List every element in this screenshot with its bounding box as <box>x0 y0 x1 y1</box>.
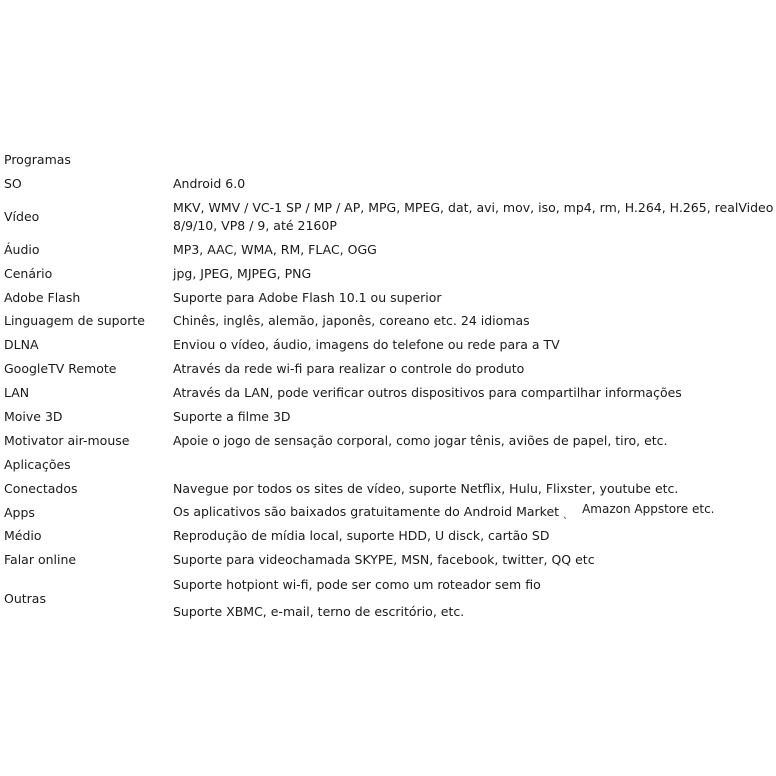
spec-row-medio <box>4 524 774 548</box>
spec-label: Motivator air-mouse <box>4 432 130 448</box>
spec-row-audio <box>4 238 774 262</box>
spec-value: jpg, JPEG, MJPEG, PNG <box>173 265 312 281</box>
spec-row-video <box>4 196 774 238</box>
spec-label: Apps <box>4 504 35 520</box>
spec-row-googletv-remote <box>4 357 774 381</box>
spec-value: MP3, AAC, WMA, RM, FLAC, OGG <box>173 241 377 257</box>
spec-value: Reprodução de mídia local, suporte HDD, U disck, cartão SD <box>173 528 550 544</box>
spec-label: Conectados <box>4 480 78 496</box>
section-heading-applications: Aplicações <box>4 456 71 472</box>
spec-value: Através da LAN, pode verificar outros dispositivos para compartilhar informações <box>173 385 682 401</box>
spec-label: GoogleTV Remote <box>4 361 117 377</box>
spec-value: Suporte para Adobe Flash 10.1 ou superior <box>173 289 442 305</box>
spec-label: Moive 3D <box>4 408 63 424</box>
spec-row-so <box>4 172 774 196</box>
spec-row-adobe-flash <box>4 286 774 310</box>
apps-separator: 、 <box>563 510 573 521</box>
spec-value: Android 6.0 <box>173 175 246 191</box>
spec-table <box>4 148 774 625</box>
spec-row-air-mouse <box>4 429 774 453</box>
spec-label: Adobe Flash <box>4 289 81 305</box>
spec-value: Suporte para videochamada SKYPE, MSN, facebook, twitter, QQ etc <box>173 552 595 568</box>
spec-row-moive-3d <box>4 405 774 429</box>
spec-label: Falar online <box>4 552 77 568</box>
spec-value: MKV, WMV / VC-1 SP / MP / AP, MPG, MPEG, dat, avi, mov, iso, mp4, rm, H.264, H.265, realVideo 8/9/10, VP8 / 9, até 2160P <box>173 199 774 233</box>
spec-row-cenario <box>4 262 774 286</box>
spec-value: Suporte a filme 3D <box>173 408 291 424</box>
spec-label: Áudio <box>4 241 40 257</box>
spec-value-list <box>173 576 774 621</box>
spec-label: DLNA <box>4 337 39 353</box>
spec-row-dlna <box>4 333 774 357</box>
section-heading-software: Programas <box>4 151 71 167</box>
spec-label: Vídeo <box>4 208 40 224</box>
section-row-software <box>4 148 774 172</box>
spec-value: Apoie o jogo de sensação corporal, como jogar tênis, aviões de papel, tiro, etc. <box>173 432 668 448</box>
spec-label: LAN <box>4 385 30 401</box>
spec-label: Linguagem de suporte <box>4 313 145 329</box>
spec-value: Navegue por todos os sites de vídeo, suporte Netflix, Hulu, Flixster, youtube etc. <box>173 480 679 496</box>
spec-label: SO <box>4 175 22 191</box>
spec-label: Outras <box>4 590 46 606</box>
spec-label: Médio <box>4 528 42 544</box>
spec-label: Cenário <box>4 265 53 281</box>
spec-value-apps <box>173 503 774 523</box>
spec-value: Chinês, inglês, alemão, japonês, coreano etc. 24 idiomas <box>173 313 530 329</box>
spec-row-lan <box>4 381 774 405</box>
spec-row-conectados <box>4 477 774 501</box>
spec-value: Enviou o vídeo, áudio, imagens do telefone ou rede para a TV <box>173 337 560 353</box>
apps-value-text: Os aplicativos são baixados gratuitamente do Android Market <box>173 503 560 519</box>
section-row-applications <box>4 453 774 477</box>
spec-row-linguagem <box>4 309 774 333</box>
apps-value-extra: Amazon Appstore etc. <box>582 501 715 516</box>
spec-row-apps <box>4 501 774 525</box>
spec-row-falar-online <box>4 548 774 572</box>
spec-value-line: Suporte XBMC, e-mail, terno de escritório, etc. <box>173 604 465 620</box>
spec-value-line: Suporte hotpiont wi-fi, pode ser como um roteador sem fio <box>173 577 541 593</box>
spec-value: Através da rede wi-fi para realizar o controle do produto <box>173 361 525 377</box>
spec-row-outras <box>4 572 774 625</box>
